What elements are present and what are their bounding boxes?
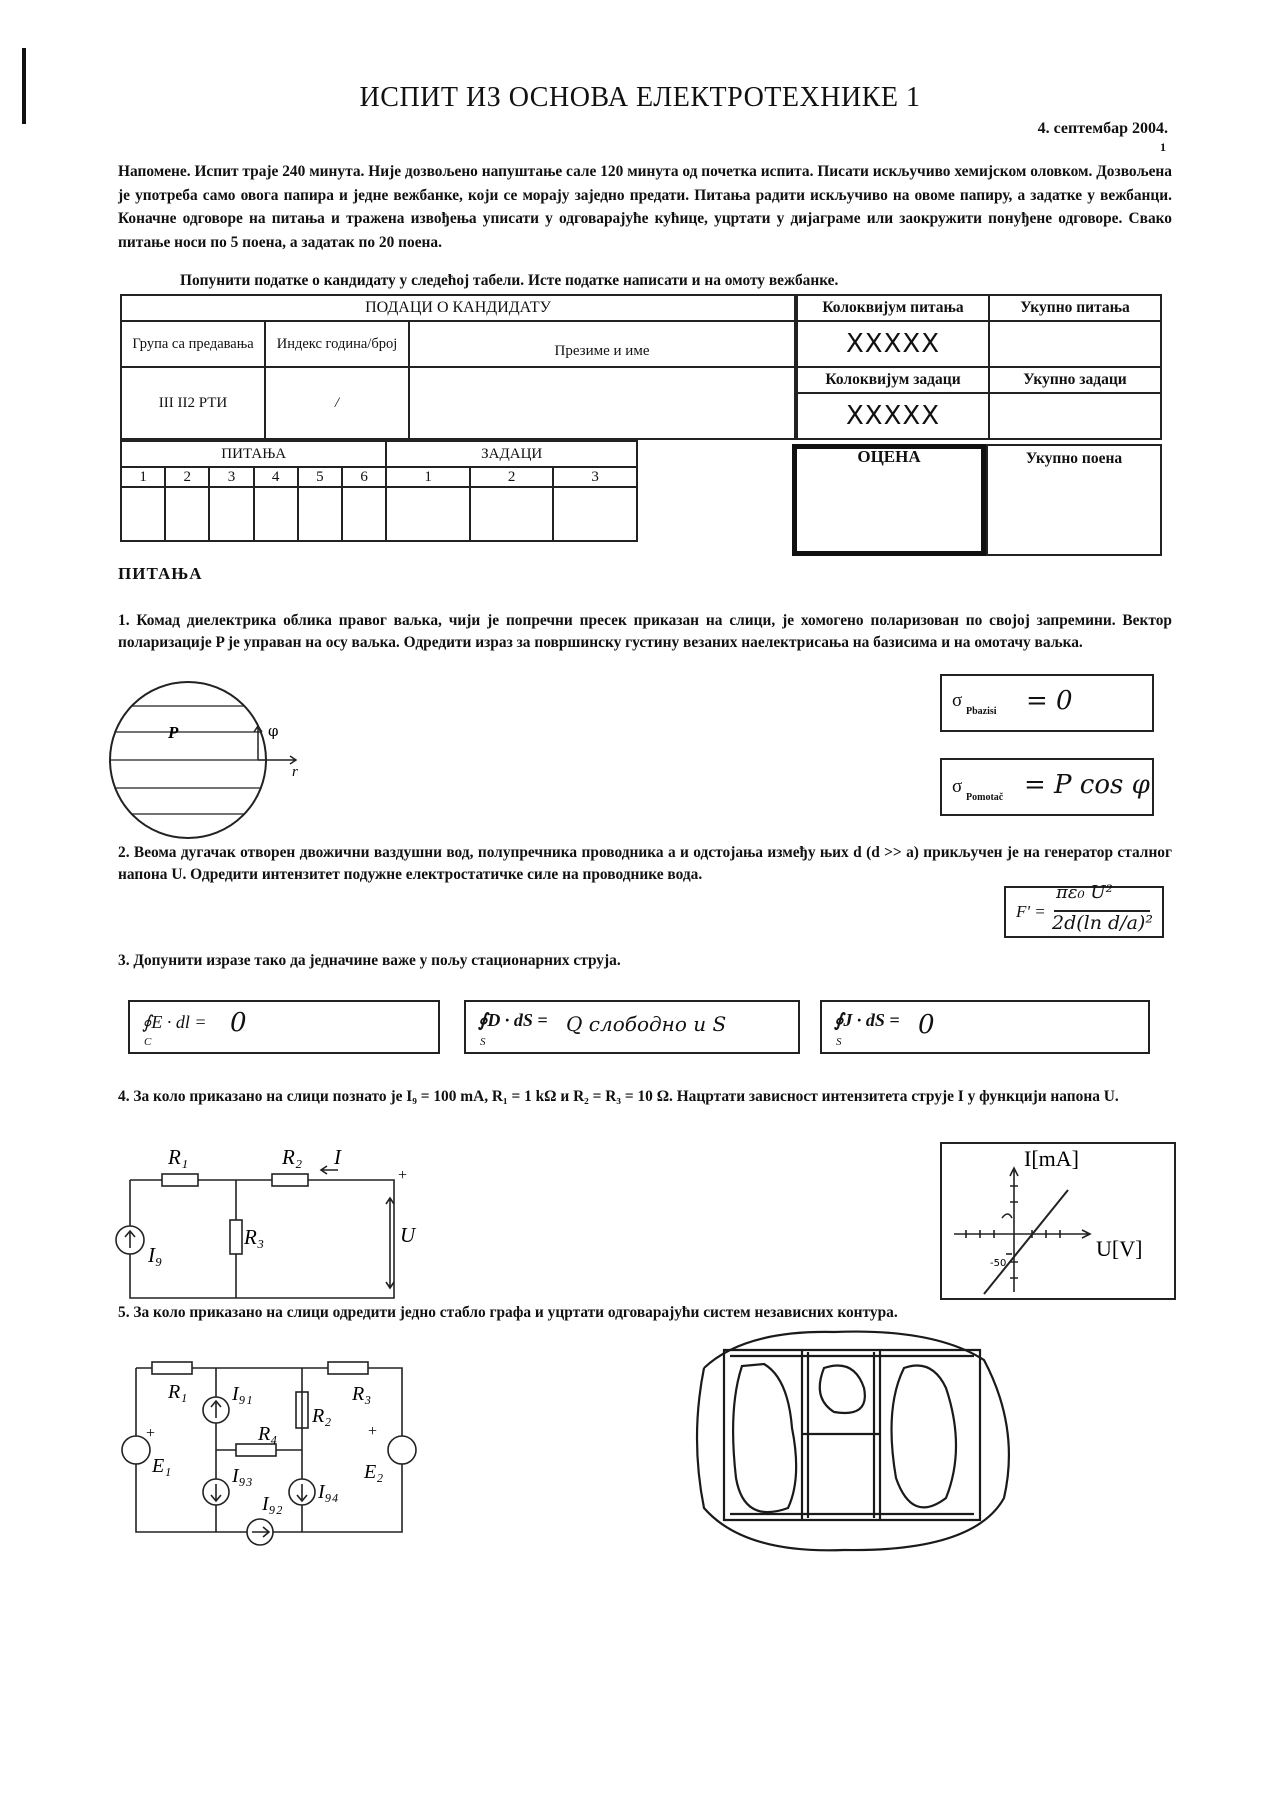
force-label: F' = — [1016, 902, 1046, 921]
question-number-4: 4 — [254, 467, 298, 487]
current-label: I — [334, 1145, 341, 1169]
candidate-table — [120, 294, 796, 440]
total-tasks-label: Укупно задаци — [989, 367, 1161, 393]
plus-sign: + — [398, 1167, 408, 1184]
graph-x-label: U[V] — [1096, 1236, 1143, 1261]
total-tasks-value[interactable] — [989, 393, 1161, 439]
plus-sign: + — [368, 1423, 378, 1440]
exam-title: ИСПИТ ИЗ ОСНОВА ЕЛЕКТРОТЕХНИКЕ 1 — [359, 82, 921, 113]
colloq-questions-label: Колоквијум питања — [797, 295, 989, 321]
index-header: Индекс година/број — [265, 321, 409, 367]
question-score-cell-6[interactable] — [342, 487, 386, 541]
r3-label: R₃ — [244, 1225, 265, 1249]
r2-label: R₂ — [282, 1145, 303, 1169]
r3-label: R₃ — [352, 1383, 372, 1405]
sigma-symbol: σ — [952, 776, 963, 797]
tasks-label: ЗАДАЦИ — [386, 441, 637, 467]
r1-label: R₁ — [168, 1145, 189, 1169]
graph-y-label: I[mA] — [1024, 1146, 1079, 1171]
answer-box-gauss-law[interactable] — [464, 1000, 800, 1054]
question-2-text: 2. Веома дугачак отворен двожични ваздушни вод, полупречника проводника a и одстојања између њих d (d >> a) прикључен је на генератор сталног напона U. Одредити интензитет подужне електростатичке силе на проводнике вода. — [118, 844, 1172, 883]
equation-3: ∮J · dS = — [834, 1010, 900, 1030]
colloq-tasks-label: Колоквијум задаци — [797, 367, 989, 393]
plus-sign: + — [146, 1425, 156, 1442]
e2-label: E₂ — [364, 1461, 384, 1483]
question-4-text: 4. За коло приказано на слици познато је I₉ = 100 mA, R₁ = 1 kΩ и R₂ = R₃ = 10 Ω. Нацртати зависност интензитета струје I у функцији напона U. — [118, 1088, 1119, 1105]
r2-label: R₂ — [312, 1405, 332, 1427]
question-number-3: 3 — [209, 467, 253, 487]
answer-box-sigma-mantle[interactable] — [940, 758, 1154, 816]
source-current-label: I₉ — [148, 1243, 163, 1267]
handwritten-answer: 0 — [230, 1008, 247, 1038]
fill-instruction: Попунити податке о кандидату у следећој табели. Исте податке написати и на омоту вежбанке. — [180, 272, 839, 289]
task-number-3: 3 — [553, 467, 637, 487]
crossed-out-mark: XXXXX — [845, 329, 941, 359]
answer-box-force[interactable] — [1004, 882, 1164, 938]
question-5-text: 5. За коло приказано на слици одредити једно стабло графа и уцртати одговарајући систем независних контура. — [118, 1304, 898, 1321]
question-score-cell-1[interactable] — [121, 487, 165, 541]
question-number-6: 6 — [342, 467, 386, 487]
ig4-label: I₉₄ — [318, 1481, 339, 1503]
r-label: r — [292, 764, 298, 780]
e1-label: E₁ — [152, 1455, 172, 1477]
p-label: P — [168, 723, 179, 742]
surface-label: S — [836, 1036, 842, 1048]
total-questions-value[interactable] — [989, 321, 1161, 367]
total-questions-label: Укупно питања — [989, 295, 1161, 321]
handwritten-answer: 0 — [918, 1010, 935, 1040]
question-score-cell-2[interactable] — [165, 487, 209, 541]
handwritten-answer: = 0 — [1026, 686, 1073, 716]
score-table — [120, 440, 638, 542]
question-number-5: 5 — [298, 467, 342, 487]
task-number-2: 2 — [470, 467, 553, 487]
answer-box-sigma-bases[interactable] — [940, 674, 1154, 732]
handwritten-graph-sketch — [684, 1328, 1024, 1558]
contour-label: C — [144, 1036, 152, 1048]
graph-mark: -50 — [990, 1258, 1007, 1269]
phi-label: φ — [268, 722, 279, 740]
crossed-out-mark: XXXXX — [845, 401, 941, 431]
section-title: ПИТАЊА — [118, 564, 203, 583]
handwritten-denominator: 2d(ln d/a)² — [1052, 912, 1153, 934]
question-score-cell-4[interactable] — [254, 487, 298, 541]
questions-label: ПИТАЊА — [121, 441, 386, 467]
question-1-text: 1. Комад диелектрика облика правог ваљка, чији је попречни пресек приказан на слици, је хомогено поларизован по својој запремини. Вектор поларизације P је управан на осу ваљка. Одредити израз за површинску густину везаних наелектрисања на базисима и на омотачу ваљка. — [118, 612, 1172, 651]
exam-note: Напомене. Испит траје 240 минута. Није дозвољено напуштање сале 120 минута од почетка испита. Писати искључиво хемијском оловком. Дозвољена је употреба само овога папира и једне вежбанке, који се морају заједно предати. Питања радити искључиво на овоме папиру, а задатке у вежбанци. Коначне одговоре на питања и тражена извођења уписати у одговарајуће кућице, уцртати у дијаграме или заокружити понуђене одговоре. Свако питање носи по 5 поена, а задатак по 20 поена. — [118, 163, 1172, 251]
handwritten-answer: = P cos φ — [1024, 770, 1150, 800]
circuit-diagram-q4 — [112, 1140, 442, 1310]
page-number: 1 — [1160, 140, 1166, 154]
group-header: Група са предавања — [121, 321, 265, 367]
question-3-text: 3. Допунити изразе тако да једначине важе у пољу стационарних струја. — [118, 952, 621, 969]
handwritten-numerator: πε₀ U² — [1056, 882, 1113, 903]
r1-label: R₁ — [168, 1381, 188, 1403]
exam-date: 4. септембар 2004. — [1037, 120, 1168, 137]
question-number-1: 1 — [121, 467, 165, 487]
task-score-cell-3[interactable] — [553, 487, 637, 541]
candidate-header: ПОДАЦИ О КАНДИДАТУ — [121, 295, 795, 321]
colloq-tasks-crossed — [797, 393, 989, 439]
r4-label: R₄ — [258, 1423, 278, 1445]
sigma-subscript: Pomotač — [966, 792, 1004, 803]
colloq-questions-crossed — [797, 321, 989, 367]
answer-box-electric-field-circulation[interactable] — [128, 1000, 440, 1054]
ig3-label: I₉₃ — [232, 1465, 253, 1487]
name-header: Презиме и име — [409, 321, 795, 367]
name-value[interactable] — [409, 367, 795, 439]
total-points-label: Укупно поена — [1025, 450, 1123, 467]
ig1-label: I₉₁ — [232, 1383, 253, 1405]
task-score-cell-1[interactable] — [386, 487, 469, 541]
equation-1: ∮E · dl = — [142, 1012, 207, 1032]
task-number-1: 1 — [386, 467, 469, 487]
ig2-label: I₉₂ — [262, 1493, 283, 1515]
sigma-subscript: Pbazisi — [966, 706, 997, 717]
question-number-2: 2 — [165, 467, 209, 487]
index-value[interactable]: / — [265, 367, 409, 439]
sigma-symbol: σ — [952, 690, 963, 711]
task-score-cell-2[interactable] — [470, 487, 553, 541]
summary-table — [796, 294, 1162, 440]
voltage-label: U — [400, 1223, 416, 1247]
answer-box-current-continuity[interactable] — [820, 1000, 1150, 1054]
grade-label: ОЦЕНА — [857, 447, 921, 466]
answer-graph-iu — [940, 1142, 1176, 1302]
equation-2: ∮D · dS = — [478, 1010, 548, 1030]
question-score-cell-3[interactable] — [209, 487, 253, 541]
cylinder-cross-section-figure — [108, 676, 318, 846]
question-score-cell-5[interactable] — [298, 487, 342, 541]
group-value[interactable]: III II2 РТИ — [121, 367, 265, 439]
circuit-diagram-q5 — [112, 1350, 422, 1550]
surface-label: S — [480, 1036, 486, 1048]
handwritten-answer: Q слободно u S — [566, 1012, 727, 1036]
